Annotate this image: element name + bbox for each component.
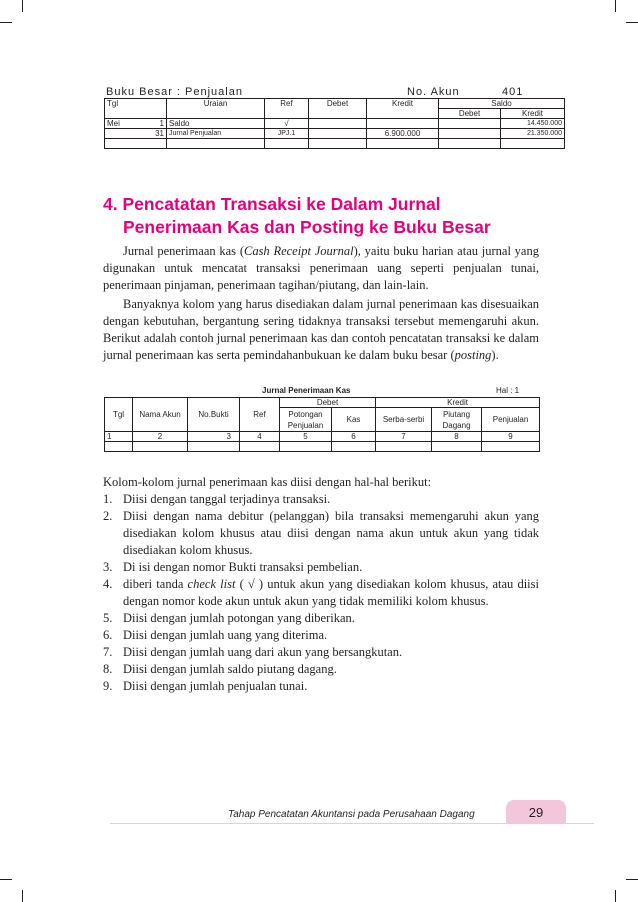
- journal-col-number: 6: [332, 432, 376, 442]
- journal-cell-empty: [332, 442, 376, 452]
- list-item-number: 3.: [103, 560, 113, 574]
- ledger-header-tgl: Tgl: [105, 99, 167, 119]
- list-item-number: 8.: [103, 662, 113, 676]
- ledger-cell-day: 1: [147, 119, 167, 129]
- ledger-header-saldo-kredit: Kredit: [501, 109, 565, 119]
- journal-cell-empty: [376, 442, 432, 452]
- ledger-cell-uraian: Jurnal Penjualan: [167, 129, 265, 139]
- list-item-number: 2.: [103, 509, 113, 523]
- ledger-header-debet: Debet: [309, 99, 367, 119]
- journal-cell-empty: [105, 442, 133, 452]
- crop-mark: [22, 890, 23, 902]
- journal-header-ref: Ref: [240, 398, 280, 432]
- section-heading: [103, 193, 543, 239]
- list-item-text: Diisi dengan tanggal terjadinya transaksi.: [123, 492, 331, 506]
- ledger-table: [104, 98, 565, 149]
- list-item-text: diberi tanda: [123, 577, 188, 591]
- journal-cell-empty: [280, 442, 332, 452]
- section-heading-line1: 4. Pencatatan Transaksi ke Dalam Jurnal: [103, 194, 441, 214]
- journal-col-number: 7: [376, 432, 432, 442]
- ledger-row-empty: [105, 139, 565, 149]
- list-item-text: Di isi dengan nomor Bukti transaksi pembelian.: [123, 560, 363, 574]
- crop-mark: [615, 0, 616, 12]
- journal-col-number: 5: [280, 432, 332, 442]
- paragraph-italic: Cash Receipt Journal: [243, 244, 354, 258]
- ledger-header-saldo-debet: Debet: [439, 109, 501, 119]
- paragraph-text: ).: [491, 348, 499, 362]
- journal-page: Hal : 1: [496, 386, 520, 395]
- list-item-text: Diisi dengan jumlah saldo piutang dagang.: [123, 662, 337, 676]
- list-item-italic: check list: [187, 577, 236, 591]
- list-item-text: Diisi dengan jumlah potongan yang diberikan.: [123, 611, 355, 625]
- list-item-text: Diisi dengan jumlah penjualan tunai.: [123, 679, 308, 693]
- paragraph-cash-receipt-journal: [103, 243, 539, 294]
- ledger-cell-saldo-kredit: 21.350.000: [501, 129, 565, 139]
- journal-header-row: [105, 398, 540, 408]
- ledger-cell-debet: [309, 129, 367, 139]
- list-item: [103, 627, 539, 644]
- journal-header-kredit: Kredit: [376, 398, 540, 408]
- crop-mark: [0, 879, 12, 880]
- ledger-row: [105, 119, 565, 129]
- ledger-cell-saldo-kredit: 14.450.000: [501, 119, 565, 129]
- journal-number-row: [105, 432, 540, 442]
- list-item: [103, 610, 539, 627]
- list-item-number: 6.: [103, 628, 113, 642]
- ledger-cell-saldo-debet: [439, 119, 501, 129]
- journal-cell-empty: [482, 442, 540, 452]
- journal-col-number: 8: [432, 432, 482, 442]
- journal-col-number: 9: [482, 432, 540, 442]
- list-item-text: Diisi dengan jumlah uang yang diterima.: [123, 628, 328, 642]
- list-item-number: 1.: [103, 492, 113, 506]
- ledger-account-number: 401: [502, 86, 524, 98]
- page-number: 29: [528, 805, 544, 820]
- footer-running-title: Tahap Pencatatan Akuntansi pada Perusahaan Dagang: [228, 809, 475, 820]
- journal-header-debet: Debet: [280, 398, 376, 408]
- crop-mark: [0, 22, 12, 23]
- journal-header-tgl: Tgl: [105, 398, 133, 432]
- ledger-cell-debet: [309, 119, 367, 129]
- journal-header-serba-serbi: Serba-serbi: [376, 408, 432, 432]
- ledger-cell-ref: JPJ.1: [265, 129, 309, 139]
- ledger-cell-empty: [367, 139, 439, 149]
- journal-cell-empty: [133, 442, 188, 452]
- journal-col-number: 2: [133, 432, 188, 442]
- journal-table: [104, 397, 540, 452]
- journal-header-potongan: Potongan Penjualan: [280, 408, 332, 432]
- ledger-header-uraian: Uraian: [167, 99, 265, 119]
- list-item: [103, 644, 539, 661]
- paragraph-text: Jurnal penerimaan kas (: [123, 244, 244, 258]
- journal-header-nama-akun: Nama Akun: [133, 398, 188, 432]
- paragraph-text: ), yaitu buku harian atau jurnal yang digunakan untuk mencatat transaksi penerimaan uang seperti penjualan tunai, penerimaan pinjaman, penerimaan tagihan/piutang, dan lain-lain.: [103, 244, 539, 292]
- ledger-header-row: [105, 99, 565, 109]
- ledger-cell-empty: [167, 139, 265, 149]
- footer-rule: [566, 823, 594, 824]
- list-item: [103, 661, 539, 678]
- list-item: [103, 508, 539, 559]
- ledger-cell-empty: [147, 139, 167, 149]
- journal-cell-empty: [188, 442, 240, 452]
- page-footer: [0, 800, 638, 824]
- journal-header-piutang: Piutang Dagang: [432, 408, 482, 432]
- crop-mark: [615, 890, 616, 902]
- ledger-header-ref: Ref: [265, 99, 309, 119]
- ledger-cell-empty: [265, 139, 309, 149]
- list-item: [103, 678, 539, 695]
- ledger-cell-kredit: 6.900.000: [367, 129, 439, 139]
- section-heading-line2: Penerimaan Kas dan Posting ke Buku Besar: [123, 217, 491, 237]
- journal-title: Jurnal Penerimaan Kas: [262, 386, 351, 395]
- ledger-cell-month: Mei: [105, 119, 147, 129]
- list-item: [103, 491, 539, 508]
- ledger-header-kredit: Kredit: [367, 99, 439, 119]
- journal-header-no-bukti: No.Bukti: [188, 398, 240, 432]
- ledger-account-label: No. Akun: [407, 86, 460, 98]
- list-item-number: 4.: [103, 577, 113, 591]
- journal-col-number: 1: [105, 432, 133, 442]
- list-item-number: 9.: [103, 679, 113, 693]
- journal-cell-empty: [240, 442, 280, 452]
- list-intro: Kolom-kolom jurnal penerimaan kas diisi dengan hal-hal berikut:: [103, 475, 432, 489]
- journal-row-empty: [105, 442, 540, 452]
- journal-col-number: 4: [240, 432, 280, 442]
- list-item: [103, 576, 539, 610]
- list-item-text: Diisi dengan jumlah uang dari akun yang bersangkutan.: [123, 645, 403, 659]
- ledger-cell-empty: [309, 139, 367, 149]
- journal-header-penjualan: Penjualan: [482, 408, 540, 432]
- ledger-cell-empty: [501, 139, 565, 149]
- paragraph-journal-columns: [103, 296, 539, 364]
- list-item-text: ( √ ) untuk akun yang disediakan kolom khusus, atau diisi dengan nomor kode akun untuk akun yang tidak memiliki kolom khusus.: [123, 577, 539, 608]
- footer-rule: [110, 823, 506, 824]
- ledger-cell-kredit: [367, 119, 439, 129]
- ledger-cell-empty: [105, 139, 147, 149]
- crop-mark: [626, 22, 638, 23]
- list-item: [103, 559, 539, 576]
- ledger-cell-month: [105, 129, 147, 139]
- ledger-cell-empty: [439, 139, 501, 149]
- ledger-cell-saldo-debet: [439, 129, 501, 139]
- list-item-text: Diisi dengan nama debitur (pelanggan) bila transaksi memengaruhi akun yang disediakan kolom khusus atau diisi dengan nama akun untuk akun yang tidak disediakan kolom khusus.: [123, 509, 539, 557]
- ledger-cell-ref: √: [265, 119, 309, 129]
- ledger-header-saldo: Saldo: [439, 99, 565, 109]
- page-number-tab: [506, 800, 566, 824]
- ledger-cell-uraian: Saldo: [167, 119, 265, 129]
- crop-mark: [626, 879, 638, 880]
- ledger-row: [105, 129, 565, 139]
- ledger-cell-day: 31: [147, 129, 167, 139]
- journal-header-kas: Kas: [332, 408, 376, 432]
- list-item-number: 7.: [103, 645, 113, 659]
- list-item-number: 5.: [103, 611, 113, 625]
- paragraph-text: Banyaknya kolom yang harus disediakan dalam jurnal penerimaan kas disesuaikan dengan kebutuhan, bergantung sering tidaknya transaksi tersebut memengaruhi akun. Berikut adalah contoh jurnal penerimaan kas dan contoh pencatatan transaksi ke dalam jurnal penerimaan kas serta pemindahanbukuan ke dalam buku besar (: [103, 297, 539, 362]
- paragraph-italic: posting: [454, 348, 492, 362]
- column-instructions-list: [103, 491, 539, 695]
- journal-col-number: 3: [188, 432, 240, 442]
- ledger-title: Buku Besar : Penjualan: [106, 86, 243, 98]
- journal-cell-empty: [432, 442, 482, 452]
- crop-mark: [22, 0, 23, 12]
